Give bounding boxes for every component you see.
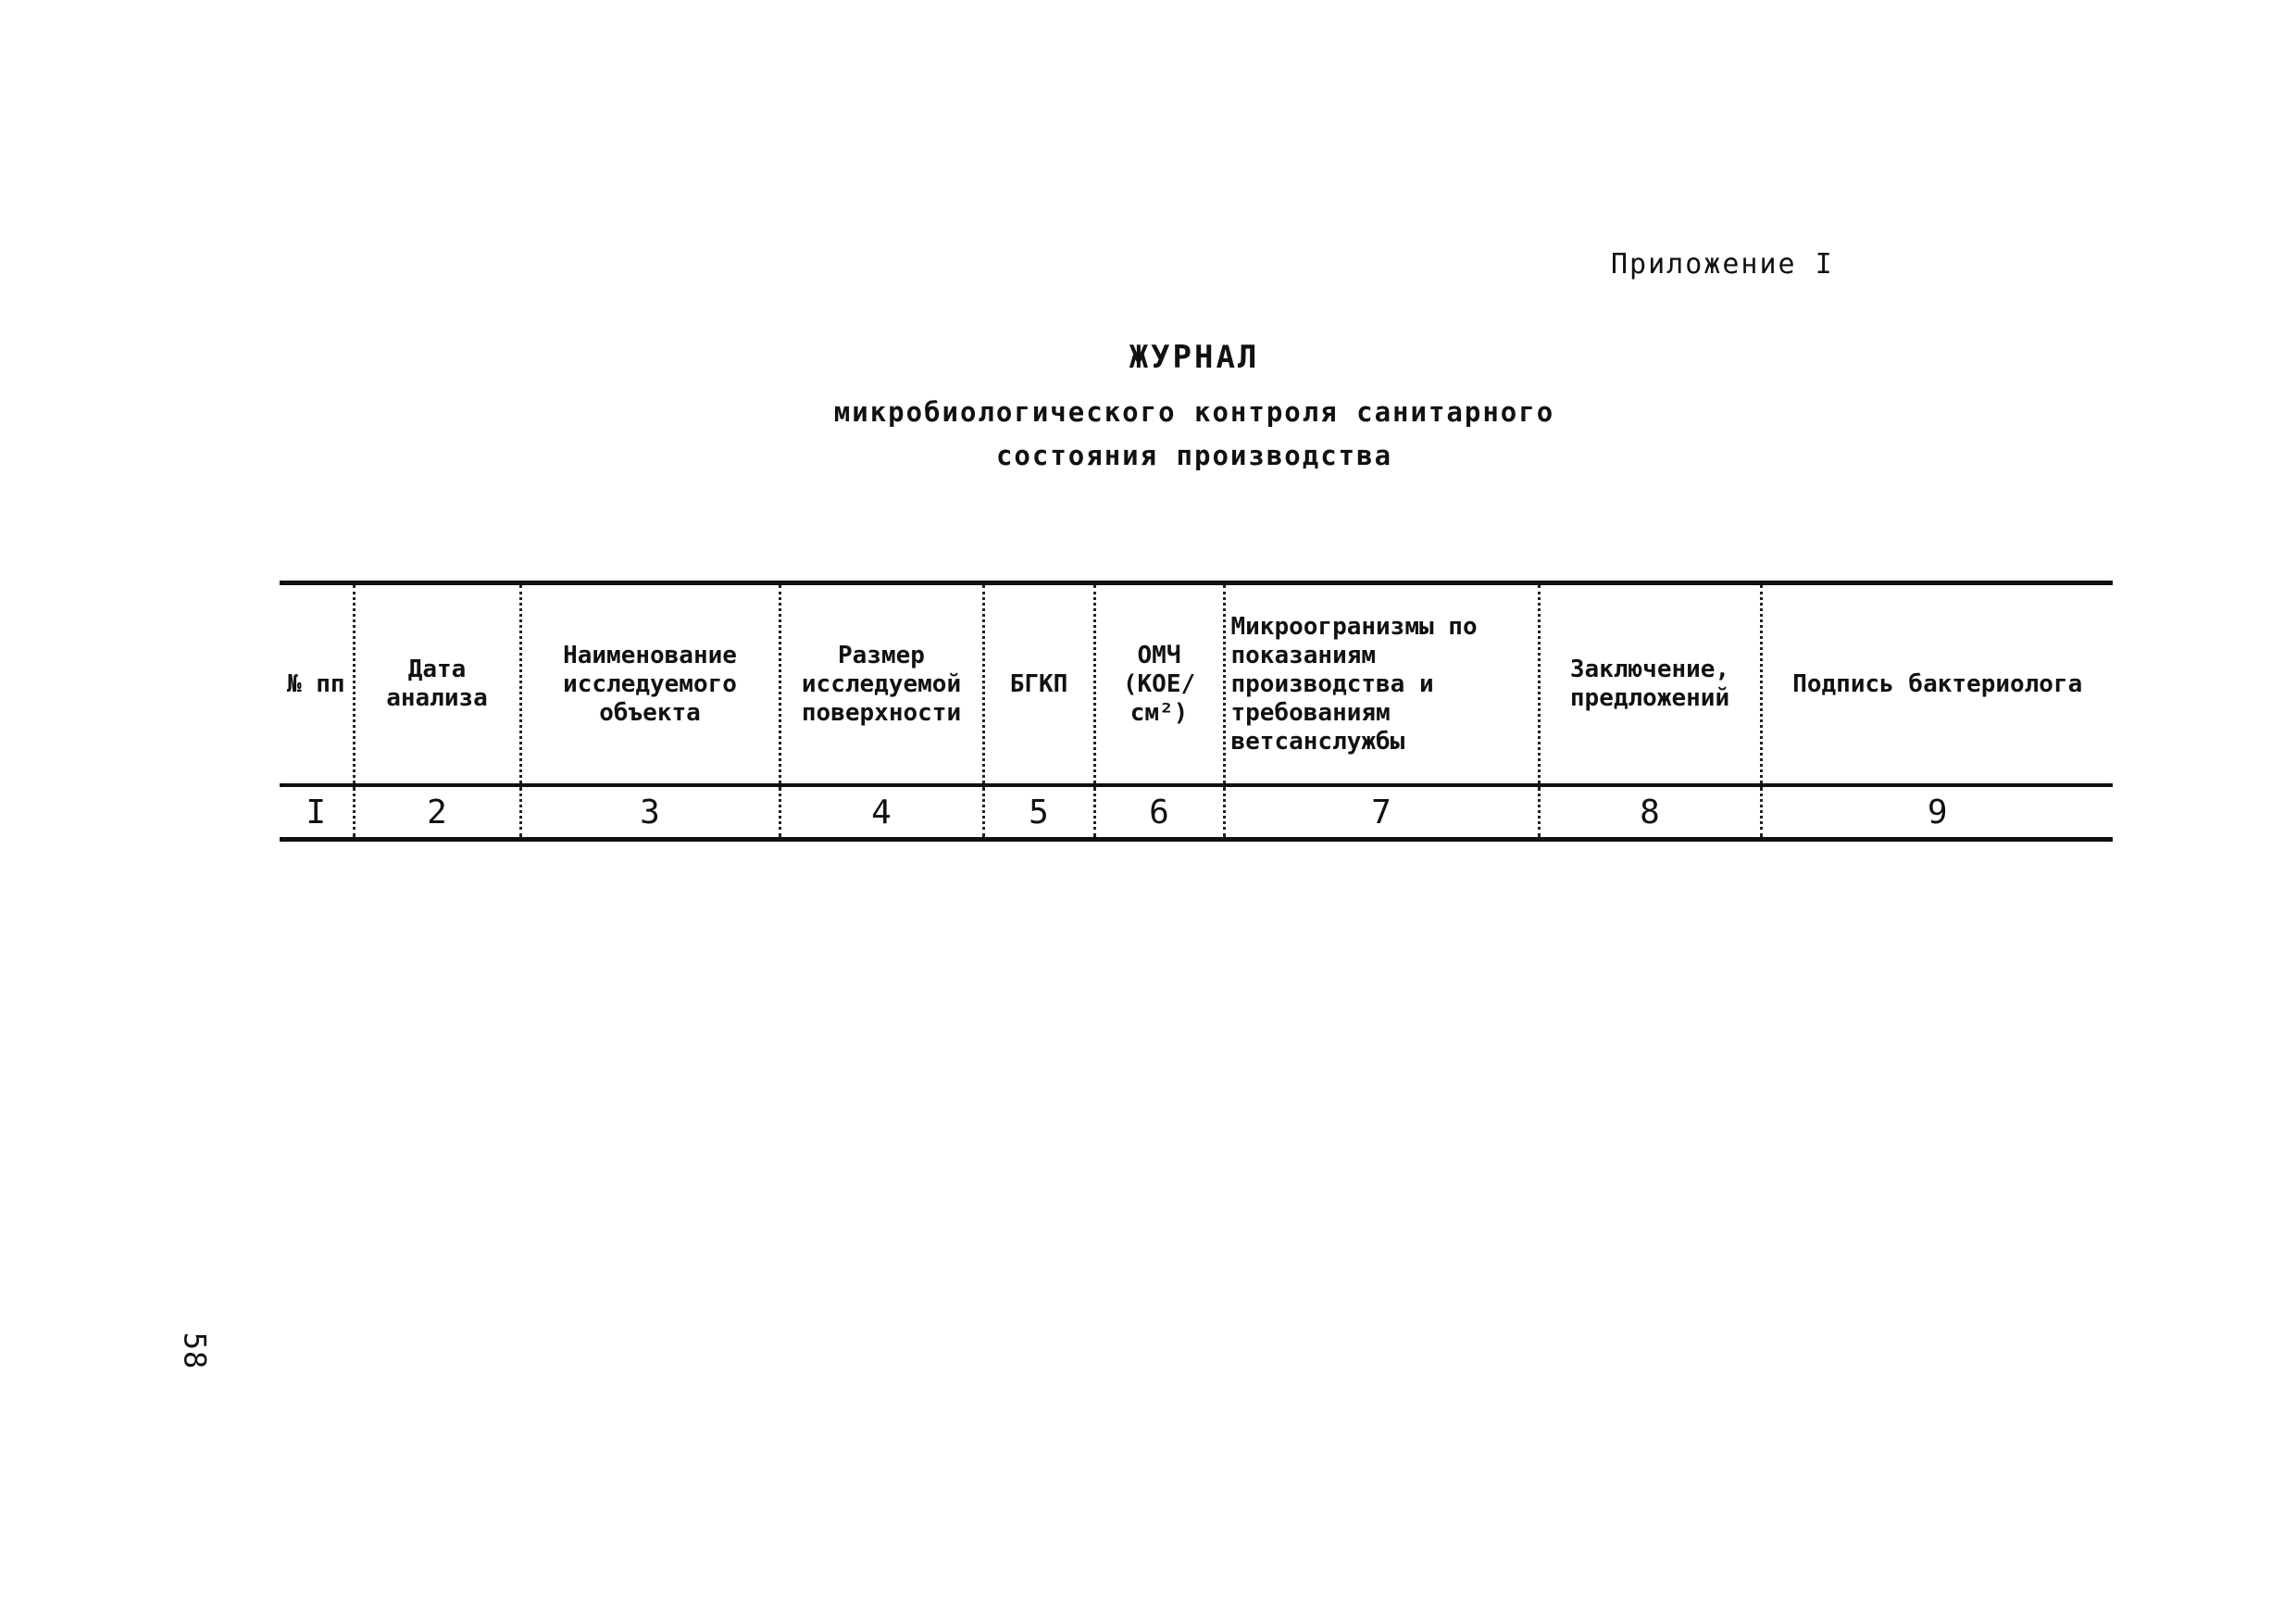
journal-table-wrapper: [280, 581, 2113, 842]
document-subtitle-line-1: микробиологического контроля санитарного: [833, 396, 1555, 428]
document-subtitle-line-2: состояния производства: [995, 440, 1393, 471]
column-number-1: I: [306, 793, 327, 831]
column-number-4: 4: [780, 785, 983, 840]
column-number-2: 2: [354, 785, 520, 840]
header-surface-size: Размер исследуемой поверхности: [780, 583, 983, 786]
column-number-7: 7: [1224, 785, 1539, 840]
table-header-row: [280, 583, 2113, 786]
title-block: [648, 339, 1741, 478]
header-date: Дата анализа: [354, 583, 520, 786]
document-title: ЖУРНАЛ: [1129, 339, 1260, 376]
header-object-name: Наименование исследуемого объекта: [520, 583, 780, 786]
appendix-label: Приложение I: [1611, 248, 1834, 281]
header-conclusion: Заключение, предложений: [1539, 583, 1761, 786]
table-row-column-numbers: [280, 785, 2113, 840]
page-number: 58: [177, 1331, 213, 1370]
column-number-6: 6: [1094, 785, 1224, 840]
header-signature: Подпись бактериолога: [1761, 583, 2113, 786]
column-number-3: 3: [520, 785, 780, 840]
column-number-8: 8: [1539, 785, 1761, 840]
header-omch: ОМЧ (КОЕ/см²): [1094, 583, 1224, 786]
header-microorganisms: Микроогранизмы по показаниям производства и требованиям ветсанслужбы: [1224, 583, 1539, 786]
column-number-5: 5: [983, 785, 1094, 840]
journal-table: [280, 581, 2113, 842]
header-number: № пп: [280, 583, 354, 786]
column-number-9: 9: [1761, 785, 2113, 840]
header-bgkp: БГКП: [983, 583, 1094, 786]
